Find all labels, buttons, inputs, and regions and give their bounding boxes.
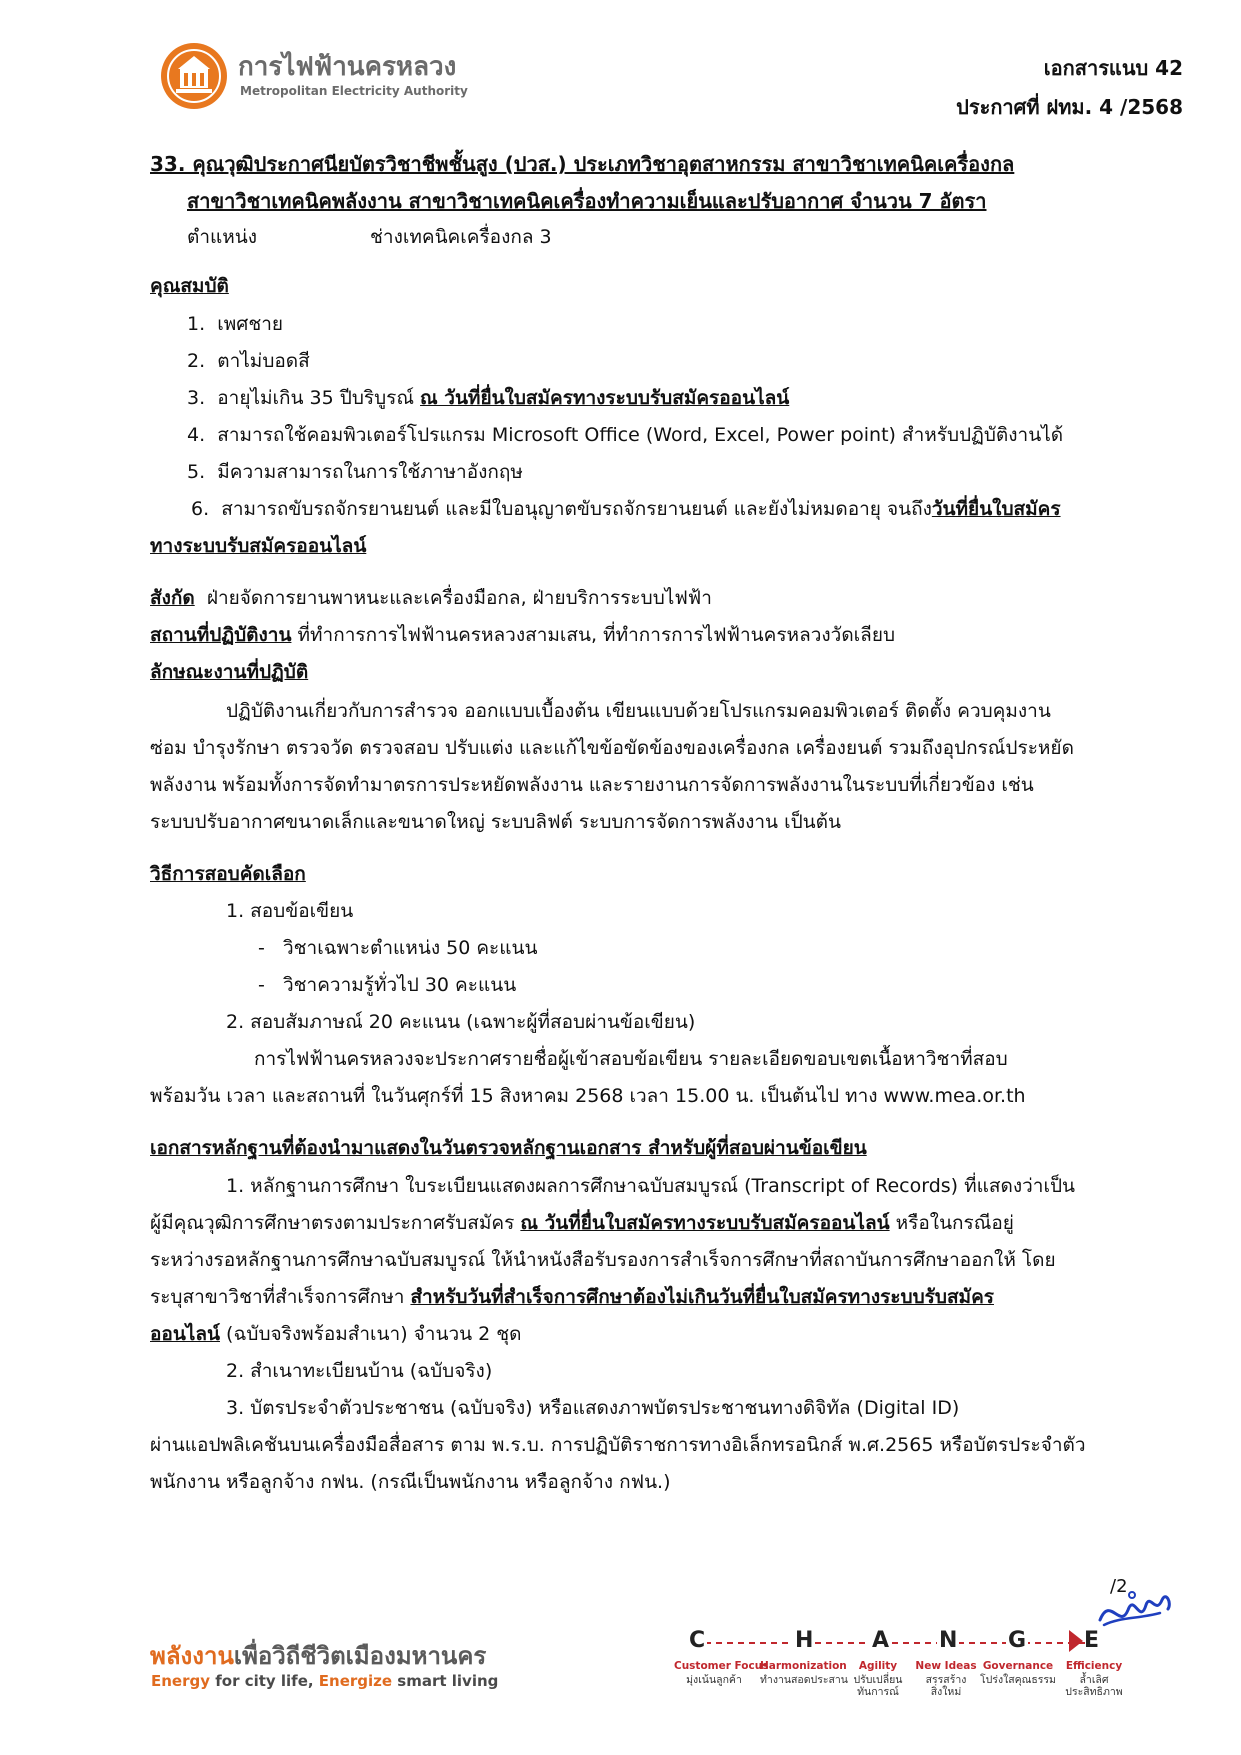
selection-note-1: การไฟฟ้านครหลวงจะประกาศรายชื่อผู้เข้าสอบข้อเขียน รายละเอียดขอบเขตเนื้อหาวิชาที่สอบ xyxy=(254,1048,1008,1070)
change-en-c: Customer Focus xyxy=(674,1660,769,1672)
selection-written: 1. สอบข้อเขียน xyxy=(226,900,354,922)
change-th-e: ล้ำเลิศประสิทธิภาพ xyxy=(1065,1674,1123,1698)
doc3-line1: 3. บัตรประจำตัวประชาชน (ฉบับจริง) หรือแสดงภาพบัตรประชาชนทางดิจิทัล (Digital ID) xyxy=(226,1397,960,1419)
change-th-g: โปร่งใสคุณธรรม xyxy=(980,1674,1056,1686)
mea-emblem-icon xyxy=(160,42,228,110)
qual-text: อายุไม่เกิน 35 ปีบริบูรณ์ xyxy=(217,387,421,409)
doc3-line2: ผ่านแอปพลิเคชันบนเครื่องมือสื่อสาร ตาม พ.ร.บ. การปฏิบัติราชการทางอิเล็กทรอนิกส์ พ.ศ.2565 หรือบัตรประจำตัว xyxy=(150,1434,1086,1456)
workplace-value: ที่ทำการการไฟฟ้านครหลวงสามเสน, ที่ทำการการไฟฟ้านครหลวงวัดเลียบ xyxy=(297,624,896,646)
qual-item-6-cont: ทางระบบรับสมัครออนไลน์ xyxy=(150,535,367,557)
attachment-number: เอกสารแนบ 42 xyxy=(1043,56,1183,80)
change-en-a: Agility xyxy=(858,1660,898,1672)
change-th-h: ทำงานสอดประสาน xyxy=(760,1674,848,1686)
qual-text: สามารถขับรถจักรยานยนต์ และมีใบอนุญาตขับรถจักรยานยนต์ และยังไม่หมดอายุ จนถึง xyxy=(221,498,932,520)
qual-item-3 xyxy=(187,384,789,412)
selection-sub-2-text: วิชาความรู้ทั่วไป 30 คะแนน xyxy=(282,974,517,996)
doc1-line2-a: ผู้มีคุณวุฒิการศึกษาตรงตามประกาศรับสมัคร xyxy=(150,1212,521,1234)
selection-sub-1-text: วิชาเฉพาะตำแหน่ง 50 คะแนน xyxy=(282,937,538,959)
qual-emphasis: ณ วันที่ยื่นใบสมัครทางระบบรับสมัครออนไลน์ xyxy=(420,387,790,409)
qual-item-1 xyxy=(187,310,283,338)
workplace-row xyxy=(150,621,895,649)
change-en-h: Harmonization xyxy=(760,1660,847,1672)
doc1-line5-b: (ฉบับจริงพร้อมสำเนา) จำนวน 2 ชุด xyxy=(220,1323,522,1345)
job-line-2: ซ่อม บำรุงรักษา ตรวจวัด ตรวจสอบ ปรับแต่ง และแก้ไขข้อขัดข้องของเครื่องกล เครื่องยนต์ รวมถึงอุปกรณ์ประหยัด xyxy=(150,737,1074,759)
qual-text: สามารถใช้คอมพิวเตอร์โปรแกรม Microsoft Office (Word, Excel, Power point) สำหรับปฏิบัติงานได้ xyxy=(217,424,1064,446)
page-marker: /2 xyxy=(1110,1576,1128,1597)
position-value: ช่างเทคนิคเครื่องกล 3 xyxy=(370,226,552,248)
documents-heading: เอกสารหลักฐานที่ต้องนำมาแสดงในวันตรวจหลักฐานเอกสาร สำหรับผู้ที่สอบผ่านข้อเขียน xyxy=(150,1137,867,1159)
slogan-en-b: for city life, xyxy=(210,1672,319,1690)
job-heading: ลักษณะงานที่ปฏิบัติ xyxy=(150,661,309,683)
change-th-a: ปรับเปลี่ยนทันการณ์ xyxy=(853,1674,903,1698)
doc1-line3: ระหว่างรอหลักฐานการศึกษาฉบับสมบูรณ์ ให้นำหนังสือรับรองการสำเร็จการศึกษาที่สถาบันการศึกษาออกให้ โดย xyxy=(150,1249,1056,1271)
change-en-n: New Ideas xyxy=(915,1660,977,1672)
qual-text: ตาไม่บอดสี xyxy=(217,350,310,372)
doc1-line1: 1. หลักฐานการศึกษา ใบระเบียนแสดงผลการศึกษาฉบับสมบูรณ์ (Transcript of Records) ที่แสดงว่าเป็น xyxy=(226,1175,1075,1197)
selection-sub-2: - วิชาความรู้ทั่วไป 30 คะแนน xyxy=(258,974,517,996)
doc1-line5 xyxy=(150,1320,522,1348)
slogan-en-d: smart living xyxy=(392,1672,499,1690)
qual-text: มีความสามารถในการใช้ภาษาอังกฤษ xyxy=(217,461,523,483)
qual-emphasis: วันที่ยื่นใบสมัคร xyxy=(931,498,1061,520)
change-en-e: Efficiency xyxy=(1065,1660,1123,1672)
qual-num: 6. xyxy=(191,498,210,520)
doc1-line4-b: สำหรับวันที่สำเร็จการศึกษาต้องไม่เกินวันที่ยื่นใบสมัครทางระบบรับสมัคร xyxy=(410,1286,994,1308)
qualifications-heading: คุณสมบัติ xyxy=(150,275,229,297)
qual-num: 2. xyxy=(187,350,206,372)
slogan-th-b: เพื่อวิถีชีวิตเมืองมหานคร xyxy=(233,1642,487,1670)
change-letter-n: N xyxy=(939,1628,958,1653)
header-logo xyxy=(160,42,640,122)
arrow-icon xyxy=(1069,1630,1083,1652)
doc1-line2 xyxy=(150,1209,1014,1237)
qual-item-6 xyxy=(191,495,1061,523)
job-line-4: ระบบปรับอากาศขนาดเล็กและขนาดใหญ่ ระบบลิฟต์ ระบบการจัดการพลังงาน เป็นต้น xyxy=(150,811,841,833)
job-line-1: ปฏิบัติงานเกี่ยวกับการสำรวจ ออกแบบเบื้องต้น เขียนแบบด้วยโปรแกรมคอมพิวเตอร์ ติดตั้ง ควบคุมงาน xyxy=(226,700,1051,722)
qual-text: เพศชาย xyxy=(217,313,284,335)
selection-interview: 2. สอบสัมภาษณ์ 20 คะแนน (เฉพาะผู้ที่สอบผ่านข้อเขียน) xyxy=(226,1011,696,1033)
qual-num: 4. xyxy=(187,424,206,446)
section-title-line1: 33. คุณวุฒิประกาศนียบัตรวิชาชีพชั้นสูง (ปวส.) ประเภทวิชาอุตสาหกรรม สาขาวิชาเทคนิคเครื่องกล xyxy=(150,152,1015,176)
qual-num: 1. xyxy=(187,313,206,335)
change-letter-e: E xyxy=(1084,1628,1100,1653)
change-dash-line xyxy=(694,1638,1094,1648)
affiliation-row xyxy=(150,584,712,612)
doc1-line4-a: ระบุสาขาวิชาที่สำเร็จการศึกษา xyxy=(150,1286,411,1308)
change-en-g: Governance xyxy=(982,1660,1054,1672)
change-letter-c: C xyxy=(689,1628,706,1653)
slogan-en-c: Energize xyxy=(318,1672,393,1690)
org-name-th: การไฟฟ้านครหลวง xyxy=(238,52,457,82)
slogan-en-a: Energy xyxy=(151,1672,211,1690)
change-th-n: สรรสร้างสิ่งใหม่ xyxy=(925,1674,967,1698)
org-name-en: Metropolitan Electricity Authority xyxy=(240,84,468,98)
selection-note-2: พร้อมวัน เวลา และสถานที่ ในวันศุกร์ที่ 15 สิงหาคม 2568 เวลา 15.00 น. เป็นต้นไป ทาง www.mea.or.th xyxy=(150,1085,1026,1107)
doc2: 2. สำเนาทะเบียนบ้าน (ฉบับจริง) xyxy=(226,1360,493,1382)
selection-heading: วิธีการสอบคัดเลือก xyxy=(150,863,306,885)
selection-sub-1: - วิชาเฉพาะตำแหน่ง 50 คะแนน xyxy=(258,937,538,959)
affiliation-value: ฝ่ายจัดการยานพาหนะและเครื่องมือกล, ฝ่ายบริการระบบไฟฟ้า xyxy=(206,587,712,609)
affiliation-label: สังกัด xyxy=(150,587,195,609)
qual-item-5 xyxy=(187,458,523,486)
qual-item-4 xyxy=(187,421,1063,449)
footer-slogan-en xyxy=(151,1672,498,1690)
slogan-th-a: พลังงาน xyxy=(150,1642,234,1670)
change-letter-a: A xyxy=(872,1628,890,1653)
doc1-line2-c: หรือในกรณีอยู่ xyxy=(889,1212,1014,1234)
change-letter-g: G xyxy=(1008,1628,1027,1653)
change-letter-h: H xyxy=(795,1628,814,1653)
doc3-line3: พนักงาน หรือลูกจ้าง กฟน. (กรณีเป็นพนักงาน หรือลูกจ้าง กฟน.) xyxy=(150,1471,671,1493)
position-label: ตำแหน่ง xyxy=(187,226,258,248)
signature-mark xyxy=(1090,1575,1180,1635)
qual-num: 5. xyxy=(187,461,206,483)
doc1-line4 xyxy=(150,1283,994,1311)
footer-slogan-th xyxy=(150,1636,486,1675)
announcement-number: ประกาศที่ ฝทม. 4 /2568 xyxy=(956,95,1183,119)
section-title-line2: สาขาวิชาเทคนิคพลังงาน สาขาวิชาเทคนิคเครื่องทำความเย็นและปรับอากาศ จำนวน 7 อัตรา xyxy=(187,189,987,213)
doc1-line2-b: ณ วันที่ยื่นใบสมัครทางระบบรับสมัครออนไลน์ xyxy=(520,1212,890,1234)
change-values xyxy=(674,1628,1130,1728)
doc1-line5-a: ออนไลน์ xyxy=(150,1323,220,1345)
workplace-label: สถานที่ปฏิบัติงาน xyxy=(150,624,292,646)
qual-item-2 xyxy=(187,347,310,375)
change-th-c: มุ่งเน้นลูกค้า xyxy=(686,1674,742,1686)
qual-num: 3. xyxy=(187,387,206,409)
job-line-3: พลังงาน พร้อมทั้งการจัดทำมาตรการประหยัดพลังงาน และรายงานการจัดการพลังงานในระบบที่เกี่ยวข้อง เช่น xyxy=(150,774,1034,796)
